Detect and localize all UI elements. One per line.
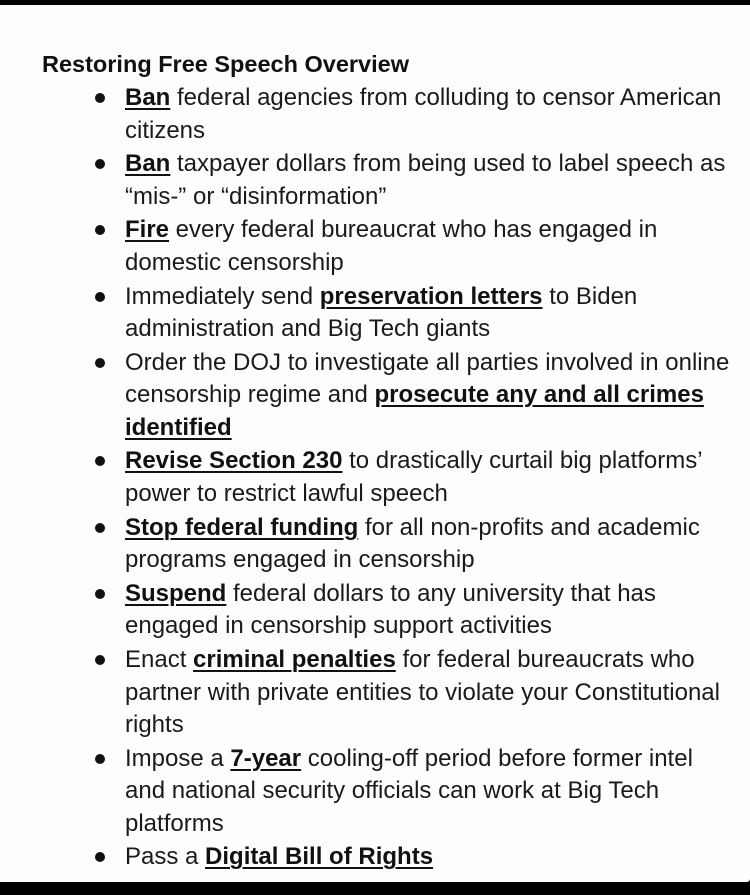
item-lead: Immediately send (125, 282, 320, 310)
item-rest: to Biden administration and Big Tech giants (125, 282, 638, 343)
list-item (0, 644, 750, 742)
item-emphasis: Digital Bill of Rights (205, 843, 434, 871)
item-rest: federal agencies from colluding to censor American citizens (125, 84, 722, 144)
bullet-icon (95, 589, 105, 599)
bullet-icon (95, 655, 105, 665)
list-item (0, 82, 750, 147)
item-rest: cooling-off period before former intel and national security officials can work at Big Tech platforms (125, 744, 693, 837)
item-lead: Order the DOJ to investigate all parties involved in online censorship regime and (125, 348, 730, 409)
item-lead: Pass a (125, 843, 206, 871)
item-emphasis: criminal penalties (193, 646, 396, 673)
list-item (0, 841, 750, 874)
list-item (0, 214, 750, 279)
list-item (0, 347, 750, 445)
list-item (0, 445, 750, 510)
list-item (0, 578, 750, 643)
bullet-icon (95, 852, 105, 862)
item-emphasis: Suspend (125, 579, 227, 607)
item-emphasis: Revise Section 230 (125, 447, 343, 475)
item-emphasis: Fire (125, 216, 170, 244)
document-title: Restoring Free Speech Overview (42, 51, 410, 77)
list-item (0, 148, 750, 213)
item-rest: federal dollars to any university that has engaged in censorship support activities (125, 579, 656, 640)
item-rest: every federal bureaucrat who has engaged in domestic censorship (125, 216, 658, 276)
list-item (0, 512, 750, 577)
bullet-list (0, 82, 750, 875)
item-emphasis: 7-year (230, 744, 302, 772)
item-emphasis: Stop federal funding (125, 513, 359, 541)
list-item (0, 743, 750, 841)
bullet-icon (95, 159, 105, 169)
item-lead: Impose a (125, 744, 231, 772)
bullet-icon (95, 292, 105, 302)
item-emphasis: Ban (125, 150, 171, 178)
list-item (0, 281, 750, 346)
item-emphasis: Ban (125, 84, 171, 111)
item-emphasis: prosecute any and all crimes identified (125, 381, 704, 441)
item-rest: for federal bureaucrats who partner with private entities to violate your Constitutional rights (125, 646, 720, 738)
item-lead: Enact (125, 646, 194, 673)
bullet-icon (95, 93, 105, 103)
bullet-icon (95, 523, 105, 533)
item-emphasis: preservation letters (319, 282, 543, 310)
item-rest: taxpayer dollars from being used to label speech as “mis-” or “disinformation” (125, 150, 726, 210)
document-page (0, 5, 750, 882)
bullet-icon (95, 754, 105, 764)
item-rest: to drastically curtail big platforms’ power to restrict lawful speech (125, 447, 702, 507)
bullet-icon (95, 456, 105, 466)
bullet-icon (95, 358, 105, 368)
bullet-icon (95, 225, 105, 235)
item-rest: for all non-profits and academic programs engaged in censorship (125, 513, 700, 574)
